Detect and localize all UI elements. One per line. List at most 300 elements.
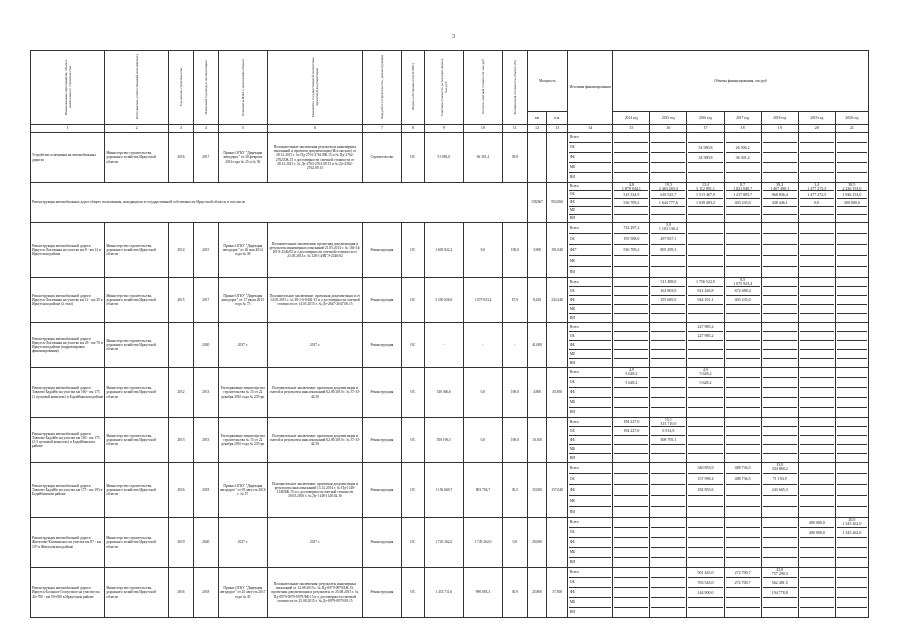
funding-value: 812 426,8 <box>688 287 722 296</box>
funding-value <box>837 341 867 350</box>
readiness: 100,0 <box>502 368 527 418</box>
capacity-pm: 243,240 <box>547 278 568 323</box>
column-number: 13 <box>547 125 568 133</box>
year-values <box>724 323 761 368</box>
ownership: ОС <box>402 278 425 323</box>
column-number: 7 <box>362 125 401 133</box>
remaining-cost: 0,0 <box>463 418 502 463</box>
executor: Министерство строительства, дорожного хозяйства Иркутской области <box>105 133 169 183</box>
estimated-cost: 1 433 711,6 <box>424 568 463 618</box>
year-values <box>761 463 798 518</box>
funding-value <box>614 558 648 567</box>
funding-source-label: ВИ <box>569 456 575 460</box>
funding-value: 1 756 522,9 <box>688 278 722 287</box>
header-year-2015: 2015 год <box>650 112 687 125</box>
year-values <box>613 568 650 618</box>
funding-value: 334 860,2 <box>771 466 788 471</box>
capacity-pm: 157,040 <box>547 463 568 518</box>
funding-value <box>763 133 797 143</box>
ownership: ОС <box>402 323 425 368</box>
funding-value <box>651 528 685 538</box>
funding-source-label: ВИ <box>569 270 575 274</box>
funding-value <box>726 588 760 598</box>
remaining-cost: - <box>463 323 502 368</box>
capacity-value: 8,5 <box>740 277 746 282</box>
funding-value <box>837 518 867 528</box>
capacity-value: 1,4 <box>814 182 820 187</box>
expertise-details: Положительные заключения: проектная документация и результаты инженерных изысканий 21.05.2014 г. № 104-14/ИГЭ-2346/02 и о достоверности сметной стоимости от 23.05.2014 г. № 128-14/ИГЭ-2346/02 <box>268 223 363 278</box>
funding-value <box>837 359 867 367</box>
funding-source-label: МБ <box>569 350 611 359</box>
funding-value <box>651 496 685 507</box>
funding-value <box>688 256 722 267</box>
funding-value: 1 870 044,1 <box>621 186 641 191</box>
start-year: 2019 <box>169 518 194 568</box>
funding-value: 5 628,2 <box>688 378 722 388</box>
funding-value: 968 836,4 <box>763 191 797 199</box>
funding-value: 805 299,3 <box>651 245 685 256</box>
funding-value: 6 914,9 <box>651 427 685 436</box>
estimated-cost: 3 350 026,0 <box>424 278 463 323</box>
expertise-details: Положительное заключение: проектная документация и результаты инж.изысканий 13.12.2014 г. № Пд-1148-1148ЛЖ.15 и о достоверности сметной стоимости 30.03.2016 г. № Дт-1148-1148.02.16 <box>268 463 363 518</box>
funding-value <box>800 215 834 222</box>
funding-value <box>763 267 797 277</box>
start-year: 2013 <box>169 418 194 463</box>
funding-value <box>688 163 722 173</box>
year-values <box>761 133 798 183</box>
funding-value <box>763 408 797 417</box>
funding-value: 511 488,0 <box>651 278 685 287</box>
funding-value <box>800 463 834 474</box>
funding-value <box>800 234 834 245</box>
funding-value <box>837 173 867 182</box>
funding-value <box>651 163 685 173</box>
funding-value <box>800 538 834 548</box>
funding-sources <box>567 368 612 418</box>
funding-value <box>726 528 760 538</box>
capacity-km: 8,436 <box>527 278 547 323</box>
funding-value <box>800 388 834 398</box>
funding-value <box>837 287 867 296</box>
funding-value: 243 665,3 <box>763 485 797 496</box>
funding-value <box>763 454 797 462</box>
start-year: 2016 <box>169 568 194 618</box>
object-name: Устройство освещения на автомобильных дорогах <box>31 133 105 183</box>
funding-value: 438 446,1 <box>763 199 797 207</box>
funding-value <box>688 445 722 454</box>
funding-value <box>651 215 685 222</box>
funding-value <box>763 278 797 287</box>
funding-source-label: ОБ <box>569 287 611 296</box>
funding-value <box>614 496 648 507</box>
funding-source-label: ФБ <box>569 388 611 398</box>
funding-source-label: Всего <box>569 418 611 427</box>
estimated-cost: - <box>424 323 463 368</box>
funding-source-label: МБ <box>569 496 611 507</box>
capacity-pm: 952,060 <box>547 183 568 223</box>
funding-value <box>837 378 867 388</box>
funding-value <box>763 436 797 445</box>
funding-value <box>614 548 648 558</box>
funding-value <box>651 398 685 408</box>
funding-value <box>837 183 867 191</box>
funding-value <box>614 133 648 143</box>
funding-value <box>726 436 760 445</box>
header-executor: Исполнитель (ответственный исполнитель) <box>105 51 169 125</box>
funding-source-label: ФБ <box>569 296 611 305</box>
funding-value <box>837 163 867 173</box>
funding-source-label: Всего <box>569 323 611 332</box>
funding-value: 5 628,2 <box>625 371 638 376</box>
year-values <box>798 368 835 418</box>
start-year: 2014 <box>169 223 194 278</box>
funding-value <box>688 350 722 359</box>
funding-value <box>837 223 867 234</box>
work-type: Реконструкция <box>362 368 401 418</box>
funding-value: 54 580,8 <box>688 143 722 153</box>
funding-value <box>763 388 797 398</box>
year-values <box>798 183 835 223</box>
funding-value <box>726 418 760 427</box>
funding-value <box>763 378 797 388</box>
year-values <box>835 418 868 463</box>
executor: Министерство строительства, дорожного хозяйства Иркутской области <box>105 368 169 418</box>
year-values <box>835 223 868 278</box>
funding-value <box>800 398 834 408</box>
funding-value <box>837 207 867 215</box>
funding-value <box>837 548 867 558</box>
readiness: 30,9 <box>502 568 527 618</box>
table-row <box>31 518 869 568</box>
funding-source-label: ФБ <box>569 199 611 207</box>
column-number: 12 <box>527 125 547 133</box>
funding-value <box>726 267 760 277</box>
funding-value <box>651 463 685 474</box>
funding-value <box>800 507 834 517</box>
funding-value <box>688 418 722 427</box>
funding-value <box>800 598 834 608</box>
funding-value <box>763 207 797 215</box>
funding-value <box>800 323 834 332</box>
column-number: 3 <box>169 125 194 133</box>
funding-value <box>688 133 722 143</box>
npa-details: Приказ ОГКУ "Дирекция автодорог" от 26 мая 2014 года № 39 <box>218 223 267 278</box>
remaining-cost: 36 301,2 <box>463 133 502 183</box>
funding-value <box>651 538 685 548</box>
funding-source-label: ОБ <box>569 143 611 153</box>
funding-source-label: МБ <box>569 598 611 608</box>
funding-value <box>763 368 797 378</box>
funding-value: 536 709,2 <box>614 199 648 207</box>
funding-value <box>837 256 867 267</box>
readiness: - <box>502 323 527 368</box>
header-work-type: Вид работ (строительство, реконструкция) <box>362 51 401 125</box>
funding-value <box>651 474 685 485</box>
funding-value: 54 580,8 <box>688 153 722 163</box>
funding-value <box>837 368 867 378</box>
capacity-km: 158,867 <box>527 183 547 223</box>
year-values <box>761 183 798 223</box>
year-values <box>724 463 761 518</box>
funding-sources <box>567 133 612 183</box>
funding-value <box>763 305 797 314</box>
header-year-2014: 2014 год <box>613 112 650 125</box>
funding-value <box>763 427 797 436</box>
funding-value <box>651 350 685 359</box>
table-row <box>31 278 869 323</box>
funding-value <box>726 507 760 517</box>
funding-value <box>837 153 867 163</box>
npa-details: Приказ ОГКУ "Дирекция автодорог" от 17 июля 2015 года № 75 <box>218 278 267 323</box>
funding-value <box>726 454 760 462</box>
year-values <box>724 223 761 278</box>
capacity-value: 3,9 <box>665 222 671 227</box>
year-values <box>798 518 835 568</box>
funding-value: 1 926 153,0 <box>837 191 867 199</box>
funding-source-label: ОБ <box>569 234 611 245</box>
funding-value <box>837 496 867 507</box>
funding-value: 5 628,2 <box>614 378 648 388</box>
funding-value <box>688 598 722 608</box>
funding-value <box>763 598 797 608</box>
year-values <box>687 463 724 518</box>
funding-value <box>688 496 722 507</box>
funding-value <box>763 359 797 367</box>
work-type: Реконструкция <box>362 418 401 463</box>
npa-details: Распоряжение министерства строительства № 15 от 22 декабря 2010 года № 235-рп <box>218 418 267 463</box>
expertise-details: Положительное заключение: проектная документация и сметой и результаты инж.изысканий 02.09.2010 г. № 37-33-42/10 <box>268 418 363 463</box>
year-values <box>835 278 868 323</box>
funding-value: 194 778,8 <box>763 588 797 598</box>
funding-value: 163 803,0 <box>651 287 685 296</box>
start-year: 2015 <box>169 278 194 323</box>
funding-source-label: ФБ <box>569 153 611 163</box>
year-values <box>650 223 687 278</box>
funding-value <box>651 548 685 558</box>
header-name: Наименование мероприятия, объекта капитального строительства <box>31 51 105 125</box>
year-values <box>650 463 687 518</box>
year-values <box>761 223 798 278</box>
funding-value <box>651 445 685 454</box>
table-row <box>31 223 869 278</box>
funding-value <box>800 207 834 215</box>
funding-value <box>800 436 834 445</box>
funding-value <box>651 207 685 215</box>
funding-source-label: ОБ <box>569 191 611 199</box>
funding-value: 340 853,9 <box>688 463 722 474</box>
funding-source-label: ОБ <box>569 332 611 341</box>
funding-value <box>763 256 797 267</box>
table-row <box>31 418 869 463</box>
funding-source-label: МБ <box>569 256 611 267</box>
funding-sources <box>567 518 612 568</box>
column-number: 5 <box>218 125 267 133</box>
npa-details: 2017 г. <box>218 518 267 568</box>
funding-source-label: МБ <box>569 548 611 558</box>
funding-value <box>651 314 685 322</box>
year-values <box>761 418 798 463</box>
funding-value <box>837 588 867 598</box>
funding-value <box>837 598 867 608</box>
funding-source-label: ФБ <box>569 436 611 445</box>
funding-value: 1 644 777,6 <box>651 199 685 207</box>
table-row <box>31 463 869 518</box>
ownership: ОС <box>402 568 425 618</box>
work-type: Реконструкция <box>362 568 401 618</box>
funding-value <box>688 558 722 567</box>
work-type: Реконструкция <box>362 463 401 518</box>
funding-value <box>837 558 867 567</box>
year-values <box>613 133 650 183</box>
funding-value <box>837 568 867 578</box>
readiness: 67,9 <box>502 278 527 323</box>
funding-value <box>651 133 685 143</box>
capacity-km: 3,900 <box>527 223 547 278</box>
funding-value <box>726 245 760 256</box>
year-values <box>613 278 650 323</box>
year-values <box>687 278 724 323</box>
page-number: 3 <box>452 34 455 40</box>
funding-value <box>688 436 722 445</box>
funding-sources <box>567 278 612 323</box>
funding-value <box>726 234 760 245</box>
funding-value <box>763 234 797 245</box>
funding-value <box>763 518 797 528</box>
funding-value <box>688 548 722 558</box>
funding-value <box>726 496 760 507</box>
funding-value <box>651 518 685 528</box>
funding-value: 403 235,0 <box>726 296 760 305</box>
funding-value <box>837 350 867 359</box>
capacity-value: 19,3 <box>664 182 672 187</box>
funding-value: 763 543,0 <box>688 578 722 588</box>
funding-value: 732 297,2 <box>614 223 648 234</box>
funding-source-label: ФБ <box>569 485 611 496</box>
funding-value: 513 334,9 <box>614 191 648 199</box>
funding-value <box>651 341 685 350</box>
expertise-details: 2017 г. <box>268 323 363 368</box>
funding-value: 1 513 407,9 <box>688 191 722 199</box>
funding-value <box>726 598 760 608</box>
funding-sources <box>567 223 612 278</box>
funding-value <box>800 359 834 367</box>
funding-value <box>800 133 834 143</box>
year-values <box>798 418 835 463</box>
funding-value <box>651 323 685 332</box>
funding-value: 1 345 262,0 <box>837 528 867 538</box>
funding-value <box>688 454 722 462</box>
column-number: 10 <box>463 125 502 133</box>
funding-value: 144 900,0 <box>688 588 722 598</box>
funding-value <box>614 163 648 173</box>
header-end-year: Плановый год ввода в эксплуатацию <box>193 51 218 125</box>
funding-value <box>726 278 760 287</box>
funding-value <box>837 427 867 436</box>
funding-source-label: МБ <box>569 207 611 215</box>
ownership: ОС <box>402 223 425 278</box>
header-year-2019: 2019 год <box>798 112 835 125</box>
funding-value <box>726 558 760 567</box>
funding-value <box>614 608 648 617</box>
funding-value <box>726 183 760 191</box>
funding-value: 5 628,2 <box>699 371 712 376</box>
ownership: ОС <box>402 133 425 183</box>
funding-value <box>614 332 648 341</box>
capacity-value: 4,9 <box>628 367 634 372</box>
funding-value <box>726 359 760 367</box>
funding-value <box>726 427 760 436</box>
year-values <box>613 323 650 368</box>
funding-sources <box>567 323 612 368</box>
funding-value <box>763 341 797 350</box>
ownership: ОС <box>402 418 425 463</box>
funding-value: 400 000,0 <box>800 528 834 538</box>
funding-source-label: ВИ <box>569 560 575 564</box>
funding-value <box>800 485 834 496</box>
funding-source-label: МБ <box>569 398 611 408</box>
funding-value <box>614 398 648 408</box>
year-values <box>835 568 868 618</box>
column-number-row <box>31 125 869 133</box>
funding-value: 227 985,2 <box>688 332 722 341</box>
funding-value <box>800 496 834 507</box>
funding-value <box>651 223 685 234</box>
funding-value <box>800 287 834 296</box>
funding-value <box>800 305 834 314</box>
ownership: ОС <box>402 368 425 418</box>
funding-value <box>688 388 722 398</box>
year-values <box>724 183 761 223</box>
funding-value <box>800 578 834 588</box>
expertise-details: Положительное заключение: проектная документация и от 14.05.2015 г. № 38-1-6-0402-15 и о достоверности сметной стоимости от 14.05.2015 г. № Дт-2647-2647.06.15 <box>268 278 363 323</box>
funding-value <box>688 408 722 417</box>
funding-value <box>837 388 867 398</box>
year-values <box>724 278 761 323</box>
funding-value <box>614 296 648 305</box>
funding-value <box>837 305 867 314</box>
funding-value <box>651 378 685 388</box>
funding-source-label: ФБ <box>569 588 611 598</box>
funding-value <box>651 418 685 427</box>
funding-value <box>837 323 867 332</box>
funding-value <box>651 608 685 617</box>
expertise-details: 2017 г. <box>268 518 363 568</box>
funding-source-label: ФБ* <box>569 245 611 256</box>
funding-value <box>837 474 867 485</box>
work-type: Реконструкция <box>362 278 401 323</box>
header-year-2016: 2016 год <box>687 112 724 125</box>
funding-value <box>800 568 834 578</box>
funding-source-label: Всего <box>569 463 611 474</box>
funding-source-label: ОБ <box>569 378 611 388</box>
table-row <box>31 133 869 183</box>
start-year: 2016 <box>169 463 194 518</box>
funding-value <box>614 454 648 462</box>
summary-row-label: Реконструкция автомобильных дорог общего пользования, находящихся в государственной собственности Иркутской области, в том числе <box>31 183 528 223</box>
remaining-cost: 0,0 <box>463 223 502 278</box>
funding-value <box>688 245 722 256</box>
funding-source-label: Всего <box>569 368 611 378</box>
funding-value <box>651 332 685 341</box>
funding-value <box>651 267 685 277</box>
table-row <box>31 323 869 368</box>
funding-value: 536 709,2 <box>614 245 648 256</box>
funding-value <box>800 378 834 388</box>
table-row <box>31 183 869 223</box>
funding-value <box>726 215 760 222</box>
funding-value <box>614 368 648 378</box>
funding-value <box>614 350 648 359</box>
